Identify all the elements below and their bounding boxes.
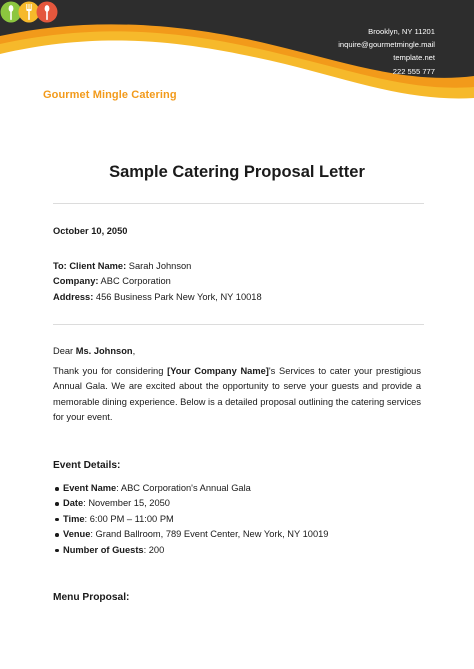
recipient-company: ABC Corporation: [100, 276, 171, 286]
contact-website[interactable]: template.net: [393, 53, 435, 63]
recipient-name-label: To: Client Name:: [53, 261, 127, 271]
intro-paragraph: [53, 364, 421, 426]
detail-value: : 6:00 PM – 11:00 PM: [84, 513, 174, 524]
recipient-company-line: [53, 274, 171, 289]
bullet-icon: [55, 549, 59, 553]
detail-label: Date: [63, 498, 84, 509]
event-details-heading: Event Details:: [53, 460, 121, 471]
contact-info: [338, 25, 435, 78]
header-banner: [0, 0, 474, 118]
list-item: [53, 496, 328, 511]
contact-email[interactable]: inquire@gourmetmingle.mail: [338, 40, 435, 50]
intro-text-after: 's Services to cater your prestigious Annual Gala. We are excited about the opportunity to serve your guests and provide a memorable dining experience. Below is a detailed proposal outlining the catering services for your event.: [53, 366, 421, 423]
company-name-placeholder: [Your Company Name]: [167, 366, 269, 376]
greeting-name: Ms. Johnson: [75, 346, 133, 356]
intro-text-before: Thank you for considering: [53, 366, 168, 376]
list-item: [53, 543, 328, 558]
greeting-suffix: ,: [132, 346, 136, 356]
spoon-icon: [1, 2, 22, 23]
list-item: [53, 481, 328, 496]
recipient-name-line: [53, 259, 191, 274]
bullet-icon: [55, 487, 59, 491]
detail-label: Event Name: [63, 483, 117, 493]
detail-value: : Grand Ballroom, 789 Event Center, New York, NY 10019: [90, 529, 329, 540]
detail-label: Time: [63, 513, 85, 524]
document-title: Sample Catering Proposal Letter: [109, 163, 365, 181]
list-item: [53, 527, 328, 542]
detail-value: : November 15, 2050: [83, 498, 170, 509]
recipient-address-line: [53, 290, 262, 305]
menu-proposal-heading: Menu Proposal:: [53, 592, 130, 603]
bullet-icon: [55, 502, 59, 506]
bullet-icon: [55, 533, 59, 537]
detail-label: Venue: [63, 529, 91, 540]
brand-name: Gourmet Mingle Catering: [43, 89, 177, 101]
recipient-address: 456 Business Park New York, NY 10018: [95, 292, 262, 302]
fork-icon: [19, 2, 40, 23]
contact-phone: 222 555 777: [392, 66, 435, 76]
event-details-list: [53, 481, 328, 558]
detail-label: Number of Guests: [63, 544, 144, 555]
greeting-prefix: Dear: [53, 346, 76, 356]
contact-address: Brooklyn, NY 11201: [368, 27, 435, 36]
detail-value: : ABC Corporation's Annual Gala: [116, 483, 251, 493]
spoon-icon: [37, 2, 58, 23]
list-item: [53, 512, 328, 527]
detail-value: : 200: [143, 544, 165, 555]
recipient-address-label: Address:: [53, 292, 94, 302]
recipient-name: Sarah Johnson: [128, 261, 192, 271]
recipient-company-label: Company:: [53, 276, 99, 286]
divider: [53, 203, 424, 204]
brand-logo: [0, 0, 58, 24]
bullet-icon: [55, 518, 59, 522]
letter-date: October 10, 2050: [53, 226, 128, 236]
greeting: [53, 344, 135, 359]
divider: [53, 324, 424, 325]
